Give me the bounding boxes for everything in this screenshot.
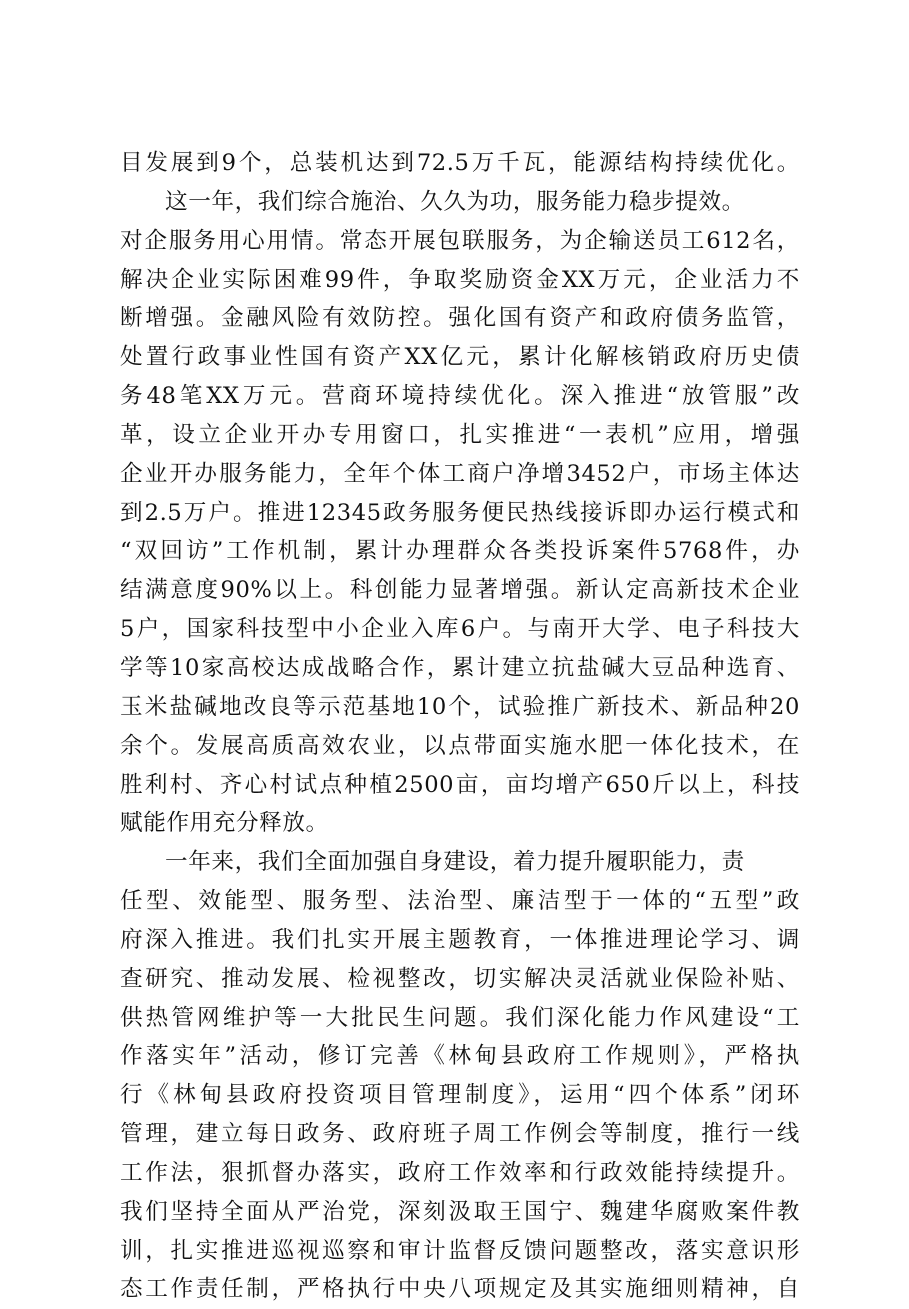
text-line: 这一年，我们综合施治、久久为功，服务能力稳步提效。 (165, 188, 745, 215)
text-line: 态工作责任制，严格执行中央八项规定及其实施细则精神，自 (120, 1276, 800, 1303)
text-line: 学等10家高校达成战略合作，累计建立抗盐碱大豆品种选育、 (120, 654, 800, 681)
text-line: 训，扎实推进巡视巡察和审计监督反馈问题整改，落实意识形 (120, 1237, 800, 1264)
text-line: 革，设立企业开办专用窗口，扎实推进“一表机”应用，增强 (120, 421, 800, 448)
text-line: 结满意度90%以上。科创能力显著增强。新认定高新技术企业 (120, 577, 800, 604)
text-line: 到2.5万户。推进12345政务服务便民热线接诉即办运行模式和 (120, 499, 800, 526)
text-line: 任型、效能型、服务型、法治型、廉洁型于一体的“五型”政 (120, 888, 800, 915)
text-line: 对企服务用心用情。常态开展包联服务，为企输送员工612名， (120, 227, 800, 254)
text-line: 玉米盐碱地改良等示范基地10个，试验推广新技术、新品种20 (120, 693, 800, 720)
text-line: 处置行政事业性国有资产XX亿元，累计化解核销政府历史债 (120, 344, 800, 371)
text-line: 查研究、推动发展、检视整改，切实解决灵活就业保险补贴、 (120, 965, 800, 992)
text-line: 工作法，狠抓督办落实，政府工作效率和行政效能持续提升。 (120, 1159, 800, 1186)
text-line: 赋能作用充分释放。 (120, 810, 329, 837)
text-line: 供热管网维护等一大批民生问题。我们深化能力作风建设“工 (120, 1004, 800, 1031)
text-line: 务48笔XX万元。营商环境持续优化。深入推进“放管服”改 (120, 383, 800, 410)
text-line: 管理，建立每日政务、政府班子周工作例会等制度，推行一线 (120, 1121, 800, 1148)
body-text (120, 144, 800, 1309)
text-line: “双回访”工作机制，累计办理群众各类投诉案件5768件，办 (120, 538, 800, 565)
text-line: 我们坚持全面从严治党，深刻汲取王国宁、魏建华腐败案件教 (120, 1198, 800, 1225)
text-line: 一年来，我们全面加强自身建设，着力提升履职能力，责 (165, 849, 745, 876)
text-line: 断增强。金融风险有效防控。强化国有资产和政府债务监管， (120, 305, 800, 332)
text-line: 5户，国家科技型中小企业入库6户。与南开大学、电子科技大 (120, 616, 800, 643)
text-line: 余个。发展高质高效农业，以点带面实施水肥一体化技术，在 (120, 732, 800, 759)
text-line: 解决企业实际困难99件，争取奖励资金XX万元，企业活力不 (120, 266, 800, 293)
text-line: 府深入推进。我们扎实开展主题教育，一体推进理论学习、调 (120, 926, 800, 953)
text-line: 目发展到9个，总装机达到72.5万千瓦，能源结构持续优化。 (120, 150, 800, 176)
text-line: 作落实年”活动，修订完善《林甸县政府工作规则》，严格执 (120, 1043, 800, 1070)
text-line: 企业开办服务能力，全年个体工商户净增3452户，市场主体达 (120, 460, 800, 487)
text-line: 胜利村、齐心村试点种植2500亩，亩均增产650斤以上，科技 (120, 771, 800, 798)
text-line: 行《林甸县政府投资项目管理制度》，运用“四个体系”闭环 (120, 1082, 800, 1109)
